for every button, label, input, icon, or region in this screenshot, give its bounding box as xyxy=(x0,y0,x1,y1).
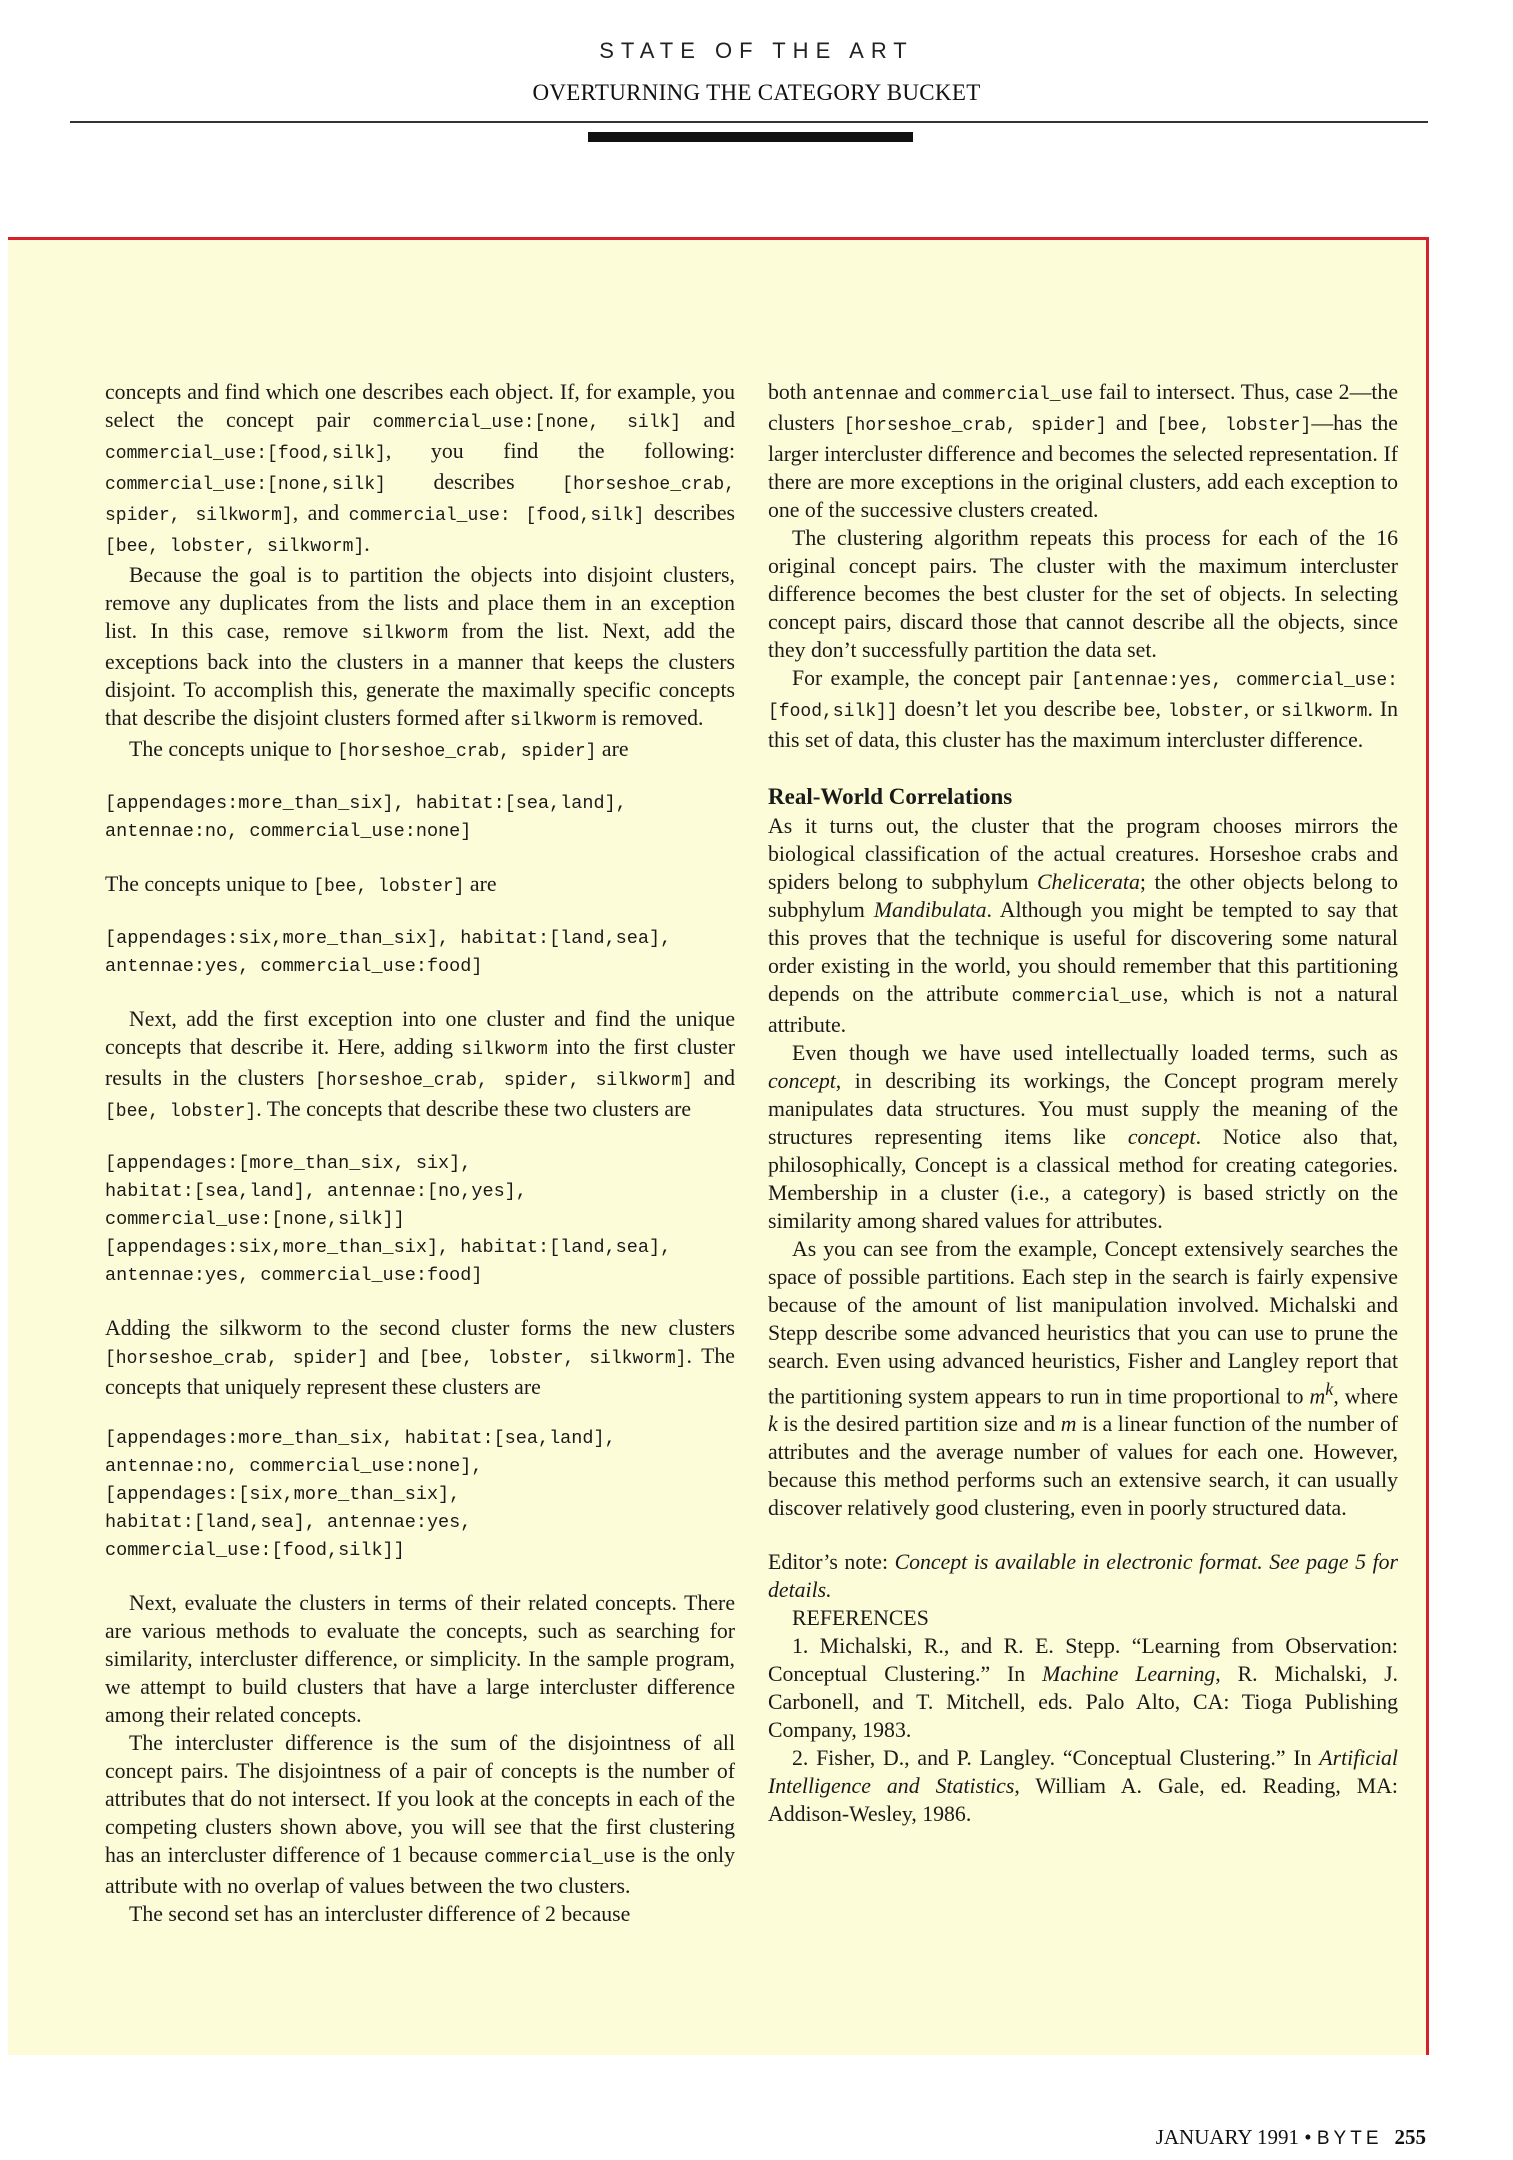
right-column xyxy=(768,378,1398,1828)
paragraph: Next, add the first exception into one cluster and find the unique concepts that describe it. Here, adding silkworm into the first cluster results in the clusters [horseshoe_crab, spider, silkworm] and [bee, lobster]. The concepts that describe these two clusters are xyxy=(105,1007,736,1122)
paragraph: As you can see from the example, Concept extensively searches the space of possible partitions. Each step in the search is fairly expensive because of the amount of list manipulation involved. Michalski and Stepp describe some advanced heuristics that you can use to prune the search. Even using advanced heuristics, Fisher and Langley report that the partitioning system appears to run in time proportional to $m^k$, where k is the desired partition size and m is a linear function of the number of attributes and the average number of values for each one. However, because this method performs such an extensive search, it can usually discover relatively good clustering, even in poorly structured data. xyxy=(768,1237,1399,1521)
code-block: [appendages:six,more_than_six], habitat:[land,sea], antennae:yes, commercial_use:food] xyxy=(105,928,672,977)
page-footer: JANUARY 1991 • BYTE 255 xyxy=(1155,2125,1426,2149)
paragraph: Next, evaluate the clusters in terms of their related concepts. There are various methods to evaluate the concepts, such as searching for similarity, intercluster difference, or simplicity. In the sample program, we attempt to build clusters that have a large intercluster difference among their related concepts. xyxy=(105,1591,735,1727)
paragraph: For example, the concept pair [antennae:yes, commercial_use:[food,silk]] doesn’t let you describe bee, lobster, or silkworm. In this set of data, this cluster has the maximum intercluster difference. xyxy=(768,666,1398,752)
paragraph: The concepts unique to [bee, lobster] are xyxy=(105,872,497,897)
code-block: [appendages:more_than_six, habitat:[sea,land], antennae:no, commercial_use:none], [appendages:[six,more_than_six], habitat:[land,sea], antennae:yes, commercial_use:[food,silk]] xyxy=(105,1428,616,1561)
code-block: [appendages:more_than_six], habitat:[sea,land], antennae:no, commercial_use:none] xyxy=(105,793,627,842)
header-rule xyxy=(70,121,1428,123)
paragraph: The second set has an intercluster difference of 2 because xyxy=(129,1902,631,1926)
paragraph: The clustering algorithm repeats this process for each of the 16 original concept pairs. The cluster with the maximum intercluster difference becomes the best cluster for the set of objects. In selecting concept pairs, discard those that cannot describe all the objects, since they don’t successfully partition the data set. xyxy=(768,526,1398,662)
references-heading: REFERENCES xyxy=(792,1606,929,1631)
reference-item: 1. Michalski, R., and R. E. Stepp. “Learning from Observation: Conceptual Clustering.” In Machine Learning, R. Michalski, J. Carbonell, and T. Mitchell, eds. Palo Alto, CA: Tioga Publishing Company, 1983. xyxy=(768,1634,1399,1743)
paragraph: As it turns out, the cluster that the program chooses mirrors the biological classification of the actual creatures. Horseshoe crabs and spiders belong to subphylum Chelicerata; the other objects belong to subphylum Mandibulata. Although you might be tempted to say that this proves that the technique is useful for discovering some natural order existing in the world, you should remember that this partitioning depends on the attribute commercial_use, which is not a natural attribute. xyxy=(768,814,1399,1037)
left-column xyxy=(105,378,735,1928)
paragraph: concepts and find which one describes each object. If, for example, you select the concept pair commercial_use:[none, silk] and commercial_use:[food,silk], you find the following: commercial_use:[none,silk] describes [horseshoe_crab, spider, silkworm], and commercial_use: [food,silk] describes [bee, lobster, silkworm]. xyxy=(105,380,735,557)
paragraph: Because the goal is to partition the objects into disjoint clusters, remove any duplicates from the lists and place them in an exception list. In this case, remove silkworm from the list. Next, add the exceptions back into the clusters in a manner that keeps the clusters disjoint. To accomplish this, generate the maximally specific concepts that describe the disjoint clusters formed after silkworm is removed. xyxy=(105,563,735,731)
section-kicker: STATE OF THE ART xyxy=(599,38,914,63)
page-number: 255 xyxy=(1394,2125,1426,2149)
paragraph: both antennae and commercial_use fail to intersect. Thus, case 2—the clusters [horseshoe_crab, spider] and [bee, lobster]—has the larger intercluster difference and becomes the selected representation. If there are more exceptions in the original clusters, add each exception to one of the successive clusters created. xyxy=(768,380,1399,522)
article-title: OVERTURNING THE CATEGORY BUCKET xyxy=(532,80,981,105)
reference-item: 2. Fisher, D., and P. Langley. “Conceptual Clustering.” In Artificial Intelligence and Statistics, William A. Gale, ed. Reading, MA: Addison-Wesley, 1986. xyxy=(768,1746,1398,1827)
header-bar xyxy=(588,132,913,142)
section-heading: Real-World Correlations xyxy=(768,784,1013,809)
code-block: [appendages:[more_than_six, six], habitat:[sea,land], antennae:[no,yes], commercial_use:[none,silk]] [appendages:six,more_than_six], habitat:[land,sea], antennae:yes, commercial_use:food] xyxy=(105,1153,672,1286)
paragraph: Adding the silkworm to the second cluster forms the new clusters [horseshoe_crab, spider] and [bee, lobster, silkworm]. The concepts that uniquely represent these clusters are xyxy=(105,1316,735,1399)
paragraph: The concepts unique to [horseshoe_crab, spider] are xyxy=(129,737,629,762)
editors-note: Editor’s note: Concept is available in electronic format. See page 5 for details. xyxy=(768,1550,1399,1603)
paragraph: The intercluster difference is the sum of the disjointness of all concept pairs. The disjointness of a pair of concepts is the number of attributes that do not intersect. If you look at the concepts in each of the competing clusters shown above, you will see that the first clustering has an intercluster difference of 1 because commercial_use is the only attribute with no overlap of values between the two clusters. xyxy=(105,1731,735,1898)
paragraph: Even though we have used intellectually loaded terms, such as concept, in describing its workings, the Concept program merely manipulates data structures. You must supply the meaning of the structures representing items like concept. Notice also that, philosophically, Concept is a classical method for creating categories. Membership in a cluster (i.e., a category) is based strictly on the similarity among shared values for attributes. xyxy=(768,1041,1398,1233)
